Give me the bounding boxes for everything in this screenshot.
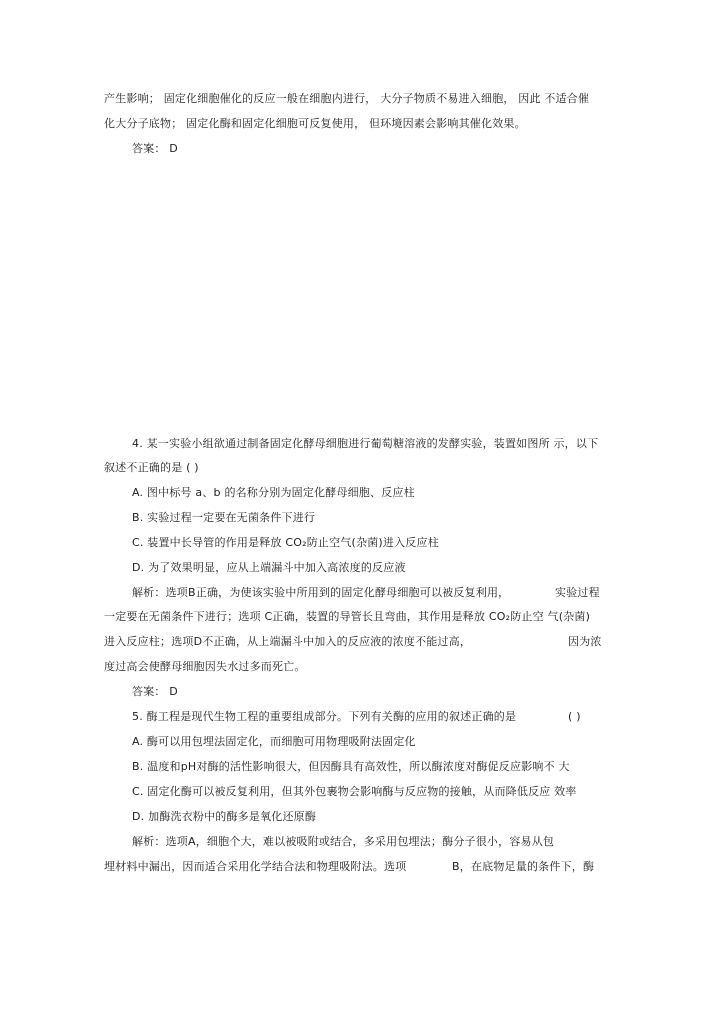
explanation-line: 进入反应柱；选项D不正确，从上端漏斗中加入的反应液的浓度不能过高， [104,635,472,648]
question-4-option-c: C. 装置中长导管的作用是释放 CO₂防止空气(杂菌)进入反应柱 [132,536,439,549]
question-4-option-d: D. 为了效果明显，应从上端漏斗中加入高浓度的反应液 [132,561,406,574]
answer-line: 答案： D [132,685,178,698]
question-5-option-d: D. 加酶洗衣粉中的酶多是氧化还原酶 [132,810,317,823]
question-4-stem: 4. 某一实验小组欲通过制备固定化酵母细胞进行葡萄糖溶液的发酵实验，装置如图所 示，以下 [132,437,599,450]
explanation-line-tail: 实验过程 [555,586,600,599]
explanation-line: 度过高会使酵母细胞因失水过多而死亡。 [104,660,306,673]
question-4-option-b: B. 实验过程一定要在无菌条件下进行 [132,511,316,524]
question-5-option-b: B. 温度和pH对酶的活性影响很大，但因酶具有高效性，所以酶浓度对酶促反应影响不 大 [132,760,570,773]
explanation-line: 解析：选项B正确，为使该实验中所用到的固定化酵母细胞可以被反复利用， [132,586,510,599]
question-5-option-c: C. 固定化酶可以被反复利用，但其外包裹物会影响酶与反应物的接触，从而降低反应 效率 [132,785,577,798]
paragraph-line: 化大分子底物； 固定化酶和固定化细胞可反复使用， 但环境因素会影响其催化效果。 [104,117,526,130]
question-5-stem: 5. 酶工程是现代生物工程的重要组成部分。下列有关酶的应用的叙述正确的是 [132,710,517,723]
answer-line: 答案： D [132,142,178,155]
question-5-option-a: A. 酶可以用包埋法固定化，而细胞可用物理吸附法固定化 [132,735,416,748]
question-4-option-a: A. 图中标号 a、b 的名称分别为固定化酵母细胞、反应柱 [132,486,415,499]
explanation-line: 解析：选项A，细胞个大，难以被吸附或结合，多采用包埋法；酶分子很小，容易从包 [132,835,555,848]
question-4-stem-cont: 叙述不正确的是 ( ) [104,461,199,474]
explanation-line: 一定要在无菌条件下进行；选项 C正确，装置的导管长且弯曲，其作用是释放 CO₂防止空 气(杂菌) [104,610,591,623]
explanation-line: 埋材料中漏出，因而适合采用化学结合法和物理吸附法。选项 [104,860,407,873]
explanation-line-tail: B，在底物足量的条件下，酶 [452,860,595,873]
paragraph-line: 产生影响； 固定化细胞催化的反应一般在细胞内进行， 大分子物质不易进入细胞， 因此 不适合催 [104,92,590,105]
answer-bracket: ( ) [568,710,581,723]
explanation-line-tail: 因为浓 [568,635,602,648]
